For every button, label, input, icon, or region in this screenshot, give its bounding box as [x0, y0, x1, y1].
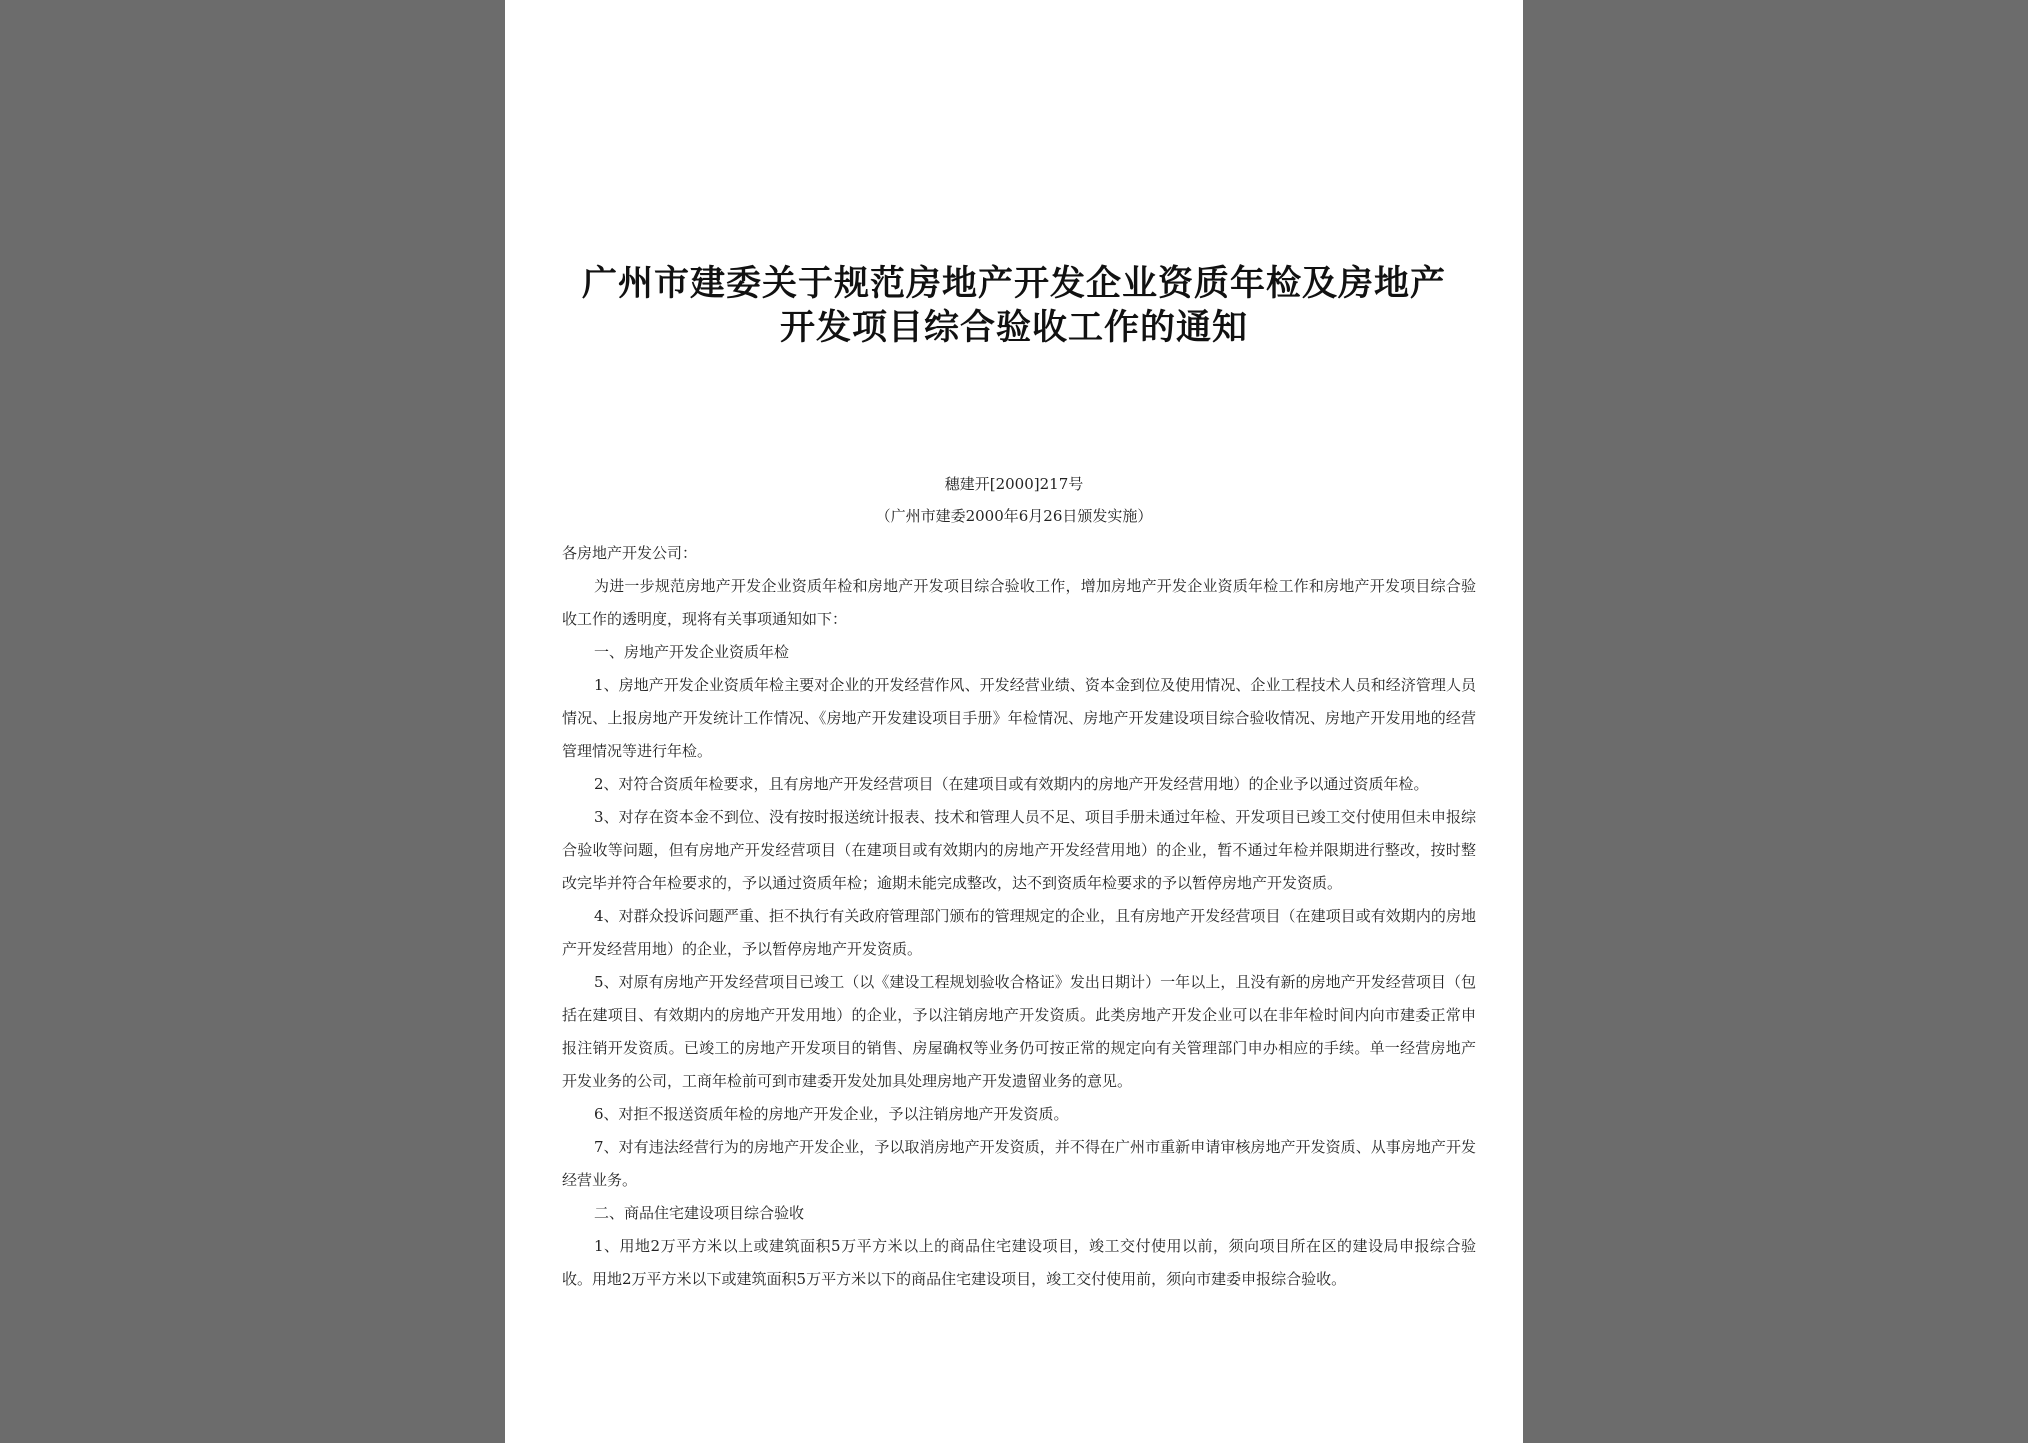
document-title	[545, 262, 1483, 350]
salutation: 各房地产开发公司：	[562, 544, 698, 562]
section-heading: 一、房地产开发企业资质年检	[594, 643, 790, 661]
paragraph: 1、房地产开发企业资质年检主要对企业的开发经营作风、开发经营业绩、资本金到位及使用情况、企业工程技术人员和经济管理人员情况、上报房地产开发统计工作情况、《房地产开发建设项目手册》年检情况、房地产开发建设项目综合验收情况、房地产开发用地的经营管理情况等进行年检。	[562, 676, 1476, 760]
paragraph: 3、对存在资本金不到位、没有按时报送统计报表、技术和管理人员不足、项目手册未通过年检、开发项目已竣工交付使用但未申报综合验收等问题，但有房地产开发经营项目（在建项目或有效期内的房地产开发经营用地）的企业，暂不通过年检并限期进行整改，按时整改完毕并符合年检要求的，予以通过资质年检；逾期未能完成整改，达不到资质年检要求的予以暂停房地产开发资质。	[562, 808, 1476, 892]
title-line-2: 开发项目综合验收工作的通知	[779, 307, 1248, 348]
document-body	[562, 537, 1476, 1296]
paragraph: 为进一步规范房地产开发企业资质年检和房地产开发项目综合验收工作，增加房地产开发企业资质年检工作和房地产开发项目综合验收工作的透明度，现将有关事项通知如下：	[562, 577, 1476, 628]
title-line-1: 广州市建委关于规范房地产开发企业资质年检及房地产	[581, 263, 1446, 304]
document-number: 穗建开[2000]217号	[944, 475, 1084, 493]
paragraph: 7、对有违法经营行为的房地产开发企业，予以取消房地产开发资质，并不得在广州市重新申请审核房地产开发资质、从事房地产开发经营业务。	[562, 1138, 1476, 1189]
document-page	[505, 0, 1523, 1443]
paragraph: 6、对拒不报送资质年检的房地产开发企业，予以注销房地产开发资质。	[594, 1105, 1069, 1123]
paragraph: 1、用地2万平方米以上或建筑面积5万平方米以上的商品住宅建设项目，竣工交付使用以前，须向项目所在区的建设局申报综合验收。用地2万平方米以下或建筑面积5万平方米以下的商品住宅建设项目，竣工交付使用前，须向市建委申报综合验收。	[562, 1237, 1476, 1288]
issue-note: （广州市建委2000年6月26日颁发实施）	[875, 507, 1153, 525]
section-heading: 二、商品住宅建设项目综合验收	[594, 1204, 805, 1222]
paragraph: 2、对符合资质年检要求，且有房地产开发经营项目（在建项目或有效期内的房地产开发经营用地）的企业予以通过资质年检。	[594, 775, 1429, 793]
paragraph: 5、对原有房地产开发经营项目已竣工（以《建设工程规划验收合格证》发出日期计）一年以上，且没有新的房地产开发经营项目（包括在建项目、有效期内的房地产开发用地）的企业，予以注销房地产开发资质。此类房地产开发企业可以在非年检时间内向市建委正常申报注销开发资质。已竣工的房地产开发项目的销售、房屋确权等业务仍可按正常的规定向有关管理部门申办相应的手续。单一经营房地产开发业务的公司，工商年检前可到市建委开发处加具处理房地产开发遗留业务的意见。	[562, 973, 1476, 1090]
paragraph: 4、对群众投诉问题严重、拒不执行有关政府管理部门颁布的管理规定的企业，且有房地产开发经营项目（在建项目或有效期内的房地产开发经营用地）的企业，予以暂停房地产开发资质。	[562, 907, 1476, 958]
